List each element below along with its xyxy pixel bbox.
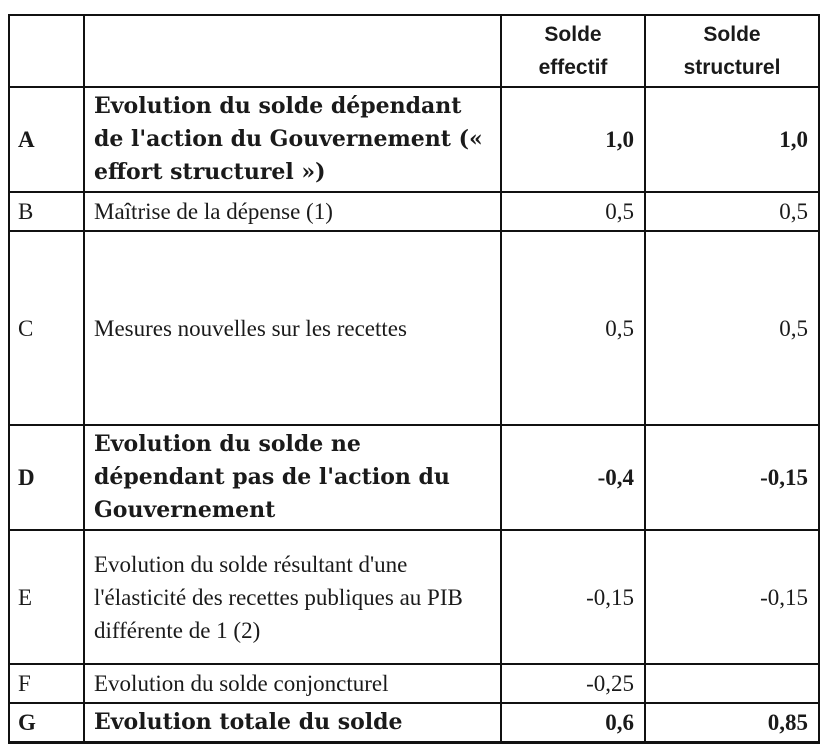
row-solde-effectif: -0,15 — [501, 530, 645, 664]
table-row — [9, 664, 819, 703]
row-code: A — [9, 87, 84, 192]
solde-table — [8, 14, 820, 744]
row-solde-structurel — [645, 664, 819, 703]
row-solde-structurel: 1,0 — [645, 87, 819, 192]
row-code: B — [9, 192, 84, 231]
row-solde-structurel: 0,5 — [645, 231, 819, 425]
row-solde-effectif: -0,25 — [501, 664, 645, 703]
row-label: Evolution totale du solde — [84, 703, 501, 743]
table-row — [9, 231, 819, 425]
row-code: C — [9, 231, 84, 425]
header-label — [84, 15, 501, 87]
row-code: D — [9, 425, 84, 530]
row-label: Evolution du solde ne dépendant pas de l'action du Gouvernement — [84, 425, 501, 530]
row-code: G — [9, 703, 84, 743]
table-row — [9, 87, 819, 192]
row-solde-structurel: -0,15 — [645, 425, 819, 530]
header-solde-effectif: Solde effectif — [501, 15, 645, 87]
row-solde-structurel: -0,15 — [645, 530, 819, 664]
row-label: Evolution du solde conjoncturel — [84, 664, 501, 703]
header-solde-structurel: Solde structurel — [645, 15, 819, 87]
table-row — [9, 530, 819, 664]
table-row — [9, 192, 819, 231]
header-row — [9, 15, 819, 87]
row-solde-structurel: 0,5 — [645, 192, 819, 231]
row-solde-effectif: 0,5 — [501, 231, 645, 425]
row-solde-effectif: 0,5 — [501, 192, 645, 231]
row-label: Maîtrise de la dépense (1) — [84, 192, 501, 231]
table-row — [9, 425, 819, 530]
row-code: F — [9, 664, 84, 703]
header-code — [9, 15, 84, 87]
row-solde-effectif: 0,6 — [501, 703, 645, 743]
row-label: Mesures nouvelles sur les recettes — [84, 231, 501, 425]
row-solde-effectif: -0,4 — [501, 425, 645, 530]
row-code: E — [9, 530, 84, 664]
row-solde-structurel: 0,85 — [645, 703, 819, 743]
table-row — [9, 703, 819, 743]
row-label: Evolution du solde dépendant de l'action du Gouvernement (« effort structurel ») — [84, 87, 501, 192]
table-container — [8, 14, 820, 744]
row-solde-effectif: 1,0 — [501, 87, 645, 192]
row-label: Evolution du solde résultant d'une l'élasticité des recettes publiques au PIB différente de 1 (2) — [84, 530, 501, 664]
